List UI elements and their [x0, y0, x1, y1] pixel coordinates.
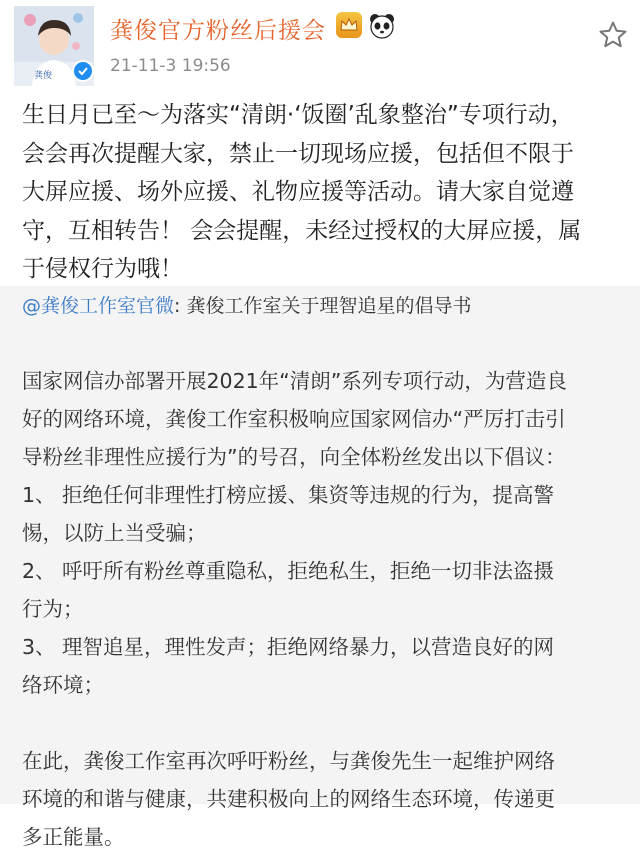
avatar-caption: 龚俊 [34, 71, 53, 81]
verified-check-icon [72, 60, 94, 82]
retweet-line: 1、 拒绝任何非理性打榜应援、集资等违规的行为，提高警 [22, 483, 555, 507]
retweet-line: 国家网信办部署开展2021年“清朗”系列专项行动，为营造良 [22, 369, 567, 393]
retweet-header [22, 292, 471, 320]
retweet-title: : 龚俊工作室关于理智追星的倡导书 [174, 295, 472, 317]
post-line: 生日月已至～为落实“清朗·‘饭圈’乱象整治”专项行动， [22, 102, 574, 128]
retweet-line: 3、 理智追星，理性发声；拒绝网络暴力，以营造良好的网 [22, 635, 555, 659]
post-content [22, 96, 626, 289]
post-header [0, 0, 640, 90]
paragraph-gap [22, 704, 622, 742]
retweet-line: 导粉丝非理性应援行为”的号召，向全体粉丝发出以下倡议： [22, 445, 566, 469]
retweet-line: 络环境； [22, 673, 104, 697]
post-line: 于侵权行为哦！ [22, 256, 183, 282]
retweet-body [22, 362, 622, 856]
retweet-card[interactable] [0, 286, 640, 849]
retweet-line: 环境的和谐与健康，共建积极向上的网络生态环境，传递更 [22, 787, 555, 811]
crown-badge-icon[interactable] [336, 12, 362, 38]
post-line: 守，互相转告！ 会会提醒，未经过授权的大屏应援，属 [22, 217, 582, 244]
star-outline-icon[interactable] [598, 20, 628, 50]
retweet-line: 行为； [22, 597, 84, 621]
retweet-line: 2、 呼吁所有粉丝尊重隐私，拒绝私生，拒绝一切非法盗摄 [22, 559, 555, 583]
retweet-line: 在此，龚俊工作室再次呼吁粉丝，与龚俊先生一起维护网络 [22, 749, 555, 773]
user-name[interactable]: 龚俊官方粉丝后援会 [110, 18, 326, 44]
retweet-line: 多正能量。 [22, 825, 125, 849]
panda-badge-icon[interactable] [368, 12, 396, 40]
post-line: 会会再次提醒大家，禁止一切现场应援，包括但不限于 [22, 140, 574, 167]
post-line: 大屏应援、场外应援、礼物应援等活动。请大家自觉遵 [22, 179, 574, 205]
retweet-line: 惕，以防上当受骗； [22, 521, 207, 545]
retweet-author-link[interactable]: @龚俊工作室官微 [22, 295, 175, 317]
retweet-line: 好的网络环境，龚俊工作室积极响应国家网信办“严厉打击引 [22, 407, 566, 431]
post-time: 21-11-3 19:56 [110, 56, 231, 76]
name-badges [336, 12, 396, 40]
